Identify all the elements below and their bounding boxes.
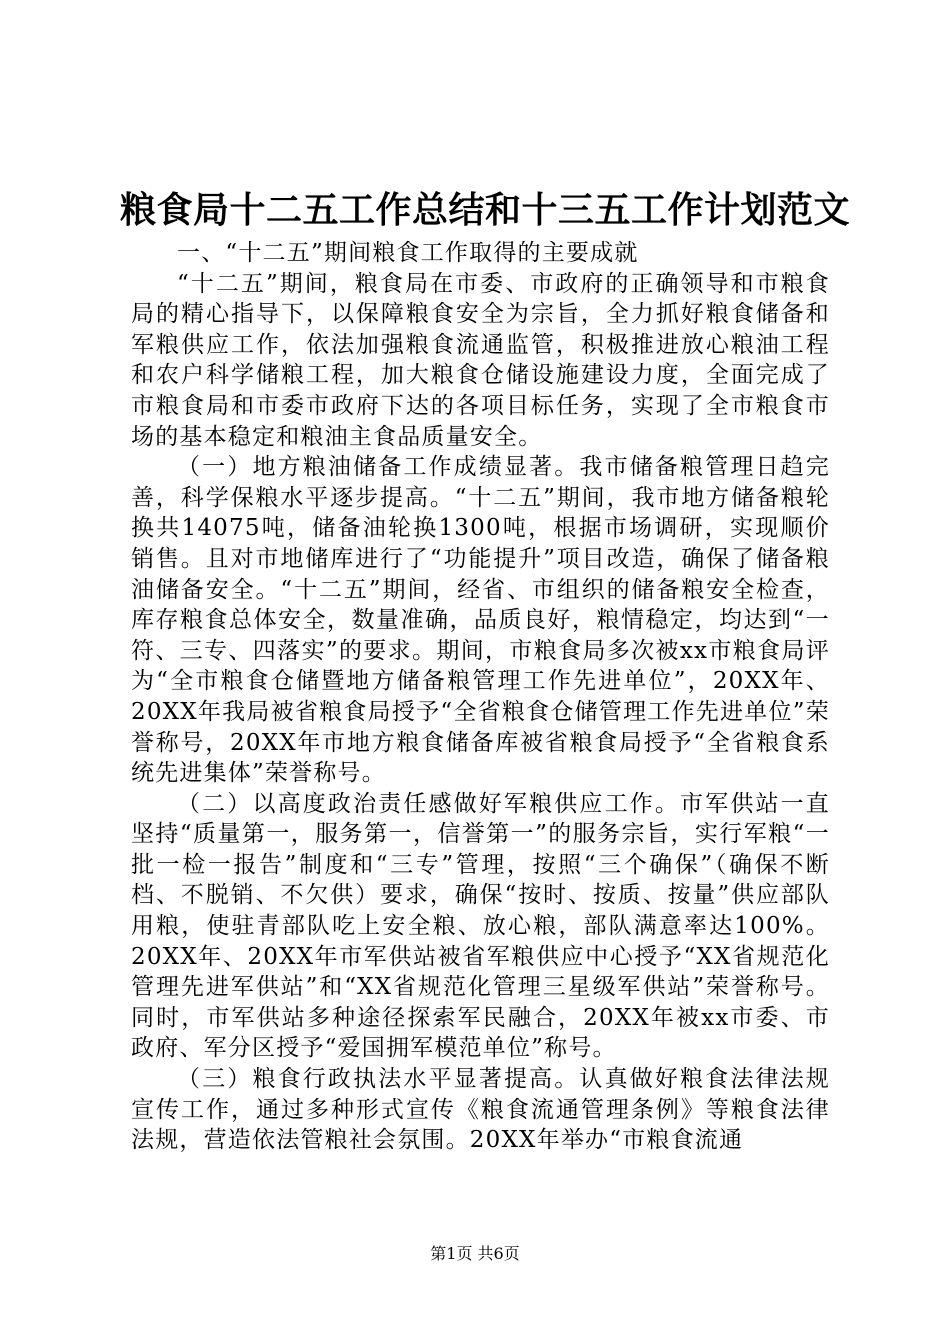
paragraph-summary: “十二五”期间，粮食局在市委、市政府的正确领导和市粮食局的精心指导下，以保障粮食安全为宗旨，全力抓好粮食储备和军粮供应工作，依法加强粮食流通监管，积极推进放心粮油工程和农户科学储粮工程，加大粮食仓储设施建设力度，全面完成了市粮食局和市委市政府下达的各项目标任务，实现了全市粮食市场的基本稳定和粮油主食品质量安全。 — [131, 270, 830, 450]
document-body — [131, 238, 830, 1156]
document-title: 粮食局十二五工作总结和十三五工作计划范文 — [120, 189, 851, 231]
page-footer: 第1页 共6页 — [430, 1244, 520, 1263]
paragraph-law-enforcement: （三）粮食行政执法水平显著提高。认真做好粮食法律法规宣传工作，通过多种形式宣传《粮食流通管理条例》等粮食法律法规，营造依法管粮社会氛围。20XX年举办“市粮食流通 — [131, 1066, 830, 1154]
paragraph-grain-reserve: （一）地方粮油储备工作成绩显著。我市储备粮管理日趋完善，科学保粮水平逐步提高。“十二五”期间，我市地方储备粮轮换共14075吨，储备油轮换1300吨，根据市场调研，实现顺价销售。且对市地储库进行了“功能提升”项目改造，确保了储备粮油储备安全。“十二五”期间，经省、市组织的储备粮安全检查，库存粮食总体安全，数量准确，品质良好，粮情稳定，均达到“一符、三专、四落实”的要求。期间，市粮食局多次被xx市粮食局评为“全市粮食仓储暨地方储备粮管理工作先进单位”，20XX年、20XX年我局被省粮食局授予“全省粮食仓储管理工作先进单位”荣誉称号，20XX年市地方粮食储备库被省粮食局授予“全省粮食系统先进集体”荣誉称号。 — [131, 454, 830, 787]
section-heading: 一、“十二五”期间粮食工作取得的主要成就 — [177, 240, 639, 266]
paragraph-military-supply: （二）以高度政治责任感做好军粮供应工作。市军供站一直坚持“质量第一，服务第一，信誉第一”的服务宗旨，实行军粮“一批一检一报告”制度和“三专”管理，按照“三个确保”（确保不断档、不脱销、不欠供）要求，确保“按时、按质、按量”供应部队用粮，使驻青部队吃上安全粮、放心粮，部队满意率达100%。20XX年、20XX年市军供站被省军粮供应中心授予“XX省规范化管理先进军供站”和“XX省规范化管理三星级军供站”荣誉称号。同时，市军供站多种途径探索军民融合，20XX年被xx市委、市政府、军分区授予“爱国拥军模范单位”称号。 — [131, 790, 830, 1062]
